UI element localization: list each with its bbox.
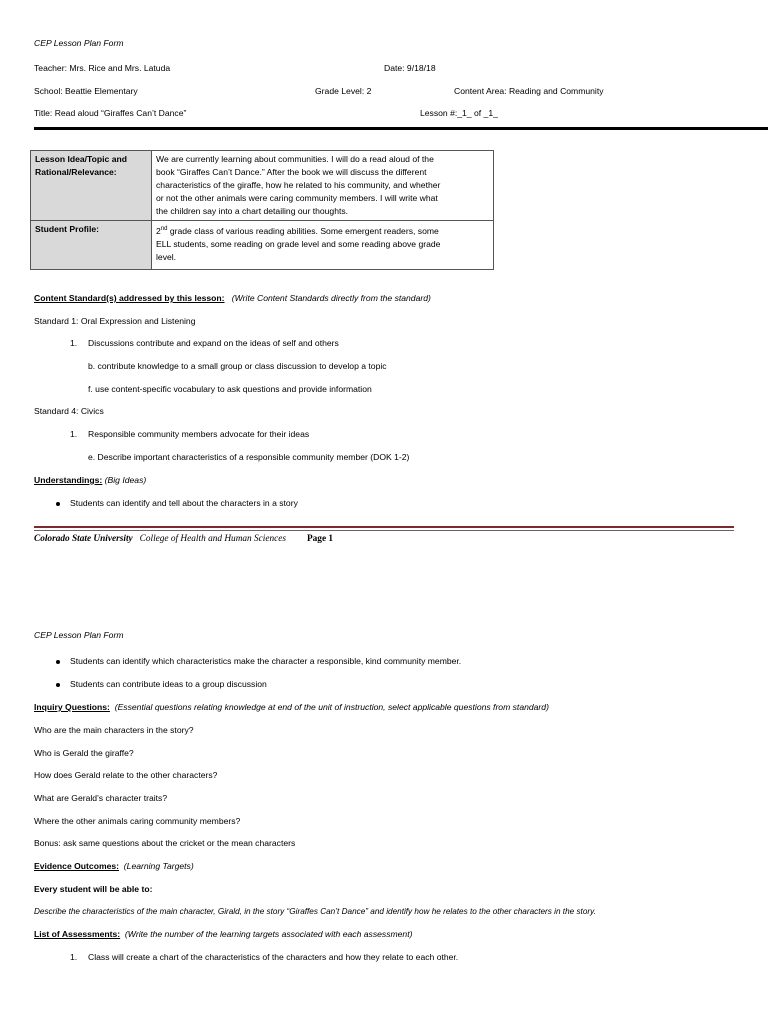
lesson-number-field: Lesson #:_1_ of _1_ (420, 108, 498, 118)
text-line (156, 223, 489, 238)
assessments-note: (Write the number of the learning targets associated with each assessment) (124, 929, 413, 939)
understanding-bullet-3: Students can contribute ideas to a group discussion (70, 679, 267, 689)
footer-university: Colorado State University (34, 534, 133, 544)
text-line: characteristics of the giraffe, how he related to his community, and whether (156, 180, 441, 190)
date-field: Date: 9/18/18 (384, 63, 436, 73)
school-field: School: Beattie Elementary (34, 86, 138, 96)
lesson-idea-table (30, 150, 494, 270)
every-student-label: Every student will be able to: (34, 884, 153, 894)
student-profile-heading: Student Profile: (31, 221, 152, 270)
inquiry-question: Who is Gerald the giraffe? (34, 748, 134, 758)
lesson-title-field: Title: Read aloud “Giraffes Can’t Dance” (34, 108, 187, 118)
content-area-field: Content Area: Reading and Community (454, 86, 604, 96)
student-profile-text (152, 221, 494, 270)
inquiry-heading: Inquiry Questions: (34, 702, 110, 712)
assessments-line (34, 929, 412, 939)
table-row (31, 151, 494, 221)
form-title: CEP Lesson Plan Form (34, 38, 124, 48)
content-standards-line (34, 293, 431, 303)
assessment-item: Class will create a chart of the characteristics of the characters and how they relate to each other. (88, 952, 459, 962)
standard-1-sub-b: b. contribute knowledge to a small group or class discussion to develop a topic (88, 361, 387, 371)
understanding-bullet-2: Students can identify which characteristics make the character a responsible, kind community member. (70, 656, 462, 666)
ordinal-suffix: nd (160, 226, 168, 232)
inquiry-question: How does Gerald relate to the other characters? (34, 770, 218, 780)
header-divider (34, 127, 768, 130)
evidence-heading: Evidence Outcomes: (34, 861, 120, 871)
footer-page-number: Page 1 (306, 534, 334, 544)
standard-4-sub-e: e. Describe important characteristics of a responsible community member (DOK 1-2) (88, 452, 410, 462)
inquiry-question: Where the other animals caring community members? (34, 816, 241, 826)
grade-level-field: Grade Level: 2 (315, 86, 372, 96)
understandings-note: (Big Ideas) (104, 475, 147, 485)
text-line: or not the other animals were caring community members. I will write what (156, 193, 438, 203)
understandings-line (34, 475, 146, 485)
lesson-idea-text (152, 151, 494, 221)
grade-number: 2 (156, 225, 161, 236)
inquiry-line (34, 702, 549, 712)
form-title-page-2: CEP Lesson Plan Form (34, 630, 124, 640)
inquiry-question: Who are the main characters in the story? (34, 725, 194, 735)
page-footer (34, 534, 333, 544)
text-line: We are currently learning about communities. I will do a read aloud of the (156, 154, 434, 164)
bullet-icon (56, 502, 60, 506)
content-standards-note: (Write Content Standards directly from the standard) (231, 293, 431, 303)
inquiry-question: What are Gerald’s character traits? (34, 793, 168, 803)
learning-target-text: Describe the characteristics of the main character, Girald, in the story “Giraffes Can’t Dance” and identify how he relates to the other characters in the story. (34, 907, 596, 916)
table-row (31, 221, 494, 270)
standard-1-sub-f: f. use content-specific vocabulary to ask questions and provide information (88, 384, 372, 394)
text-line: ELL students, some reading on grade level and some reading above grade (156, 238, 441, 249)
bullet-icon (56, 683, 60, 687)
content-standards-heading: Content Standard(s) addressed by this lesson: (34, 293, 225, 303)
standard-4-title: Standard 4: Civics (34, 406, 104, 416)
text-line: level. (156, 251, 177, 262)
teacher-field: Teacher: Mrs. Rice and Mrs. Latuda (34, 63, 171, 73)
list-number: 1. (70, 429, 78, 439)
list-number: 1. (70, 952, 78, 962)
standard-1-item: Discussions contribute and expand on the ideas of self and others (88, 338, 339, 348)
footer-rule-thin (34, 530, 734, 531)
footer-college: College of Health and Human Sciences (139, 534, 287, 544)
standard-4-item: Responsible community members advocate for their ideas (88, 429, 310, 439)
text-fragment: grade class of various reading abilities. Some emergent readers, some (167, 225, 439, 236)
standard-1-title: Standard 1: Oral Expression and Listening (34, 316, 196, 326)
bullet-icon (56, 660, 60, 664)
text-line: book “Giraffes Can’t Dance.” After the book we will discuss the different (156, 167, 427, 177)
evidence-line (34, 861, 194, 871)
lesson-idea-heading: Lesson Idea/Topic and Rational/Relevance: (31, 151, 152, 221)
evidence-note: (Learning Targets) (123, 861, 194, 871)
understandings-heading: Understandings: (34, 475, 103, 485)
understanding-bullet-1: Students can identify and tell about the characters in a story (70, 498, 298, 508)
list-number: 1. (70, 338, 78, 348)
footer-rule (34, 526, 734, 528)
inquiry-question: Bonus: ask same questions about the cricket or the mean characters (34, 838, 296, 848)
text-line: the children say into a chart detailing our thoughts. (156, 206, 349, 216)
inquiry-note: (Essential questions relating knowledge at end of the unit of instruction, select applicable questions from standard) (114, 702, 549, 712)
assessments-heading: List of Assessments: (34, 929, 121, 939)
